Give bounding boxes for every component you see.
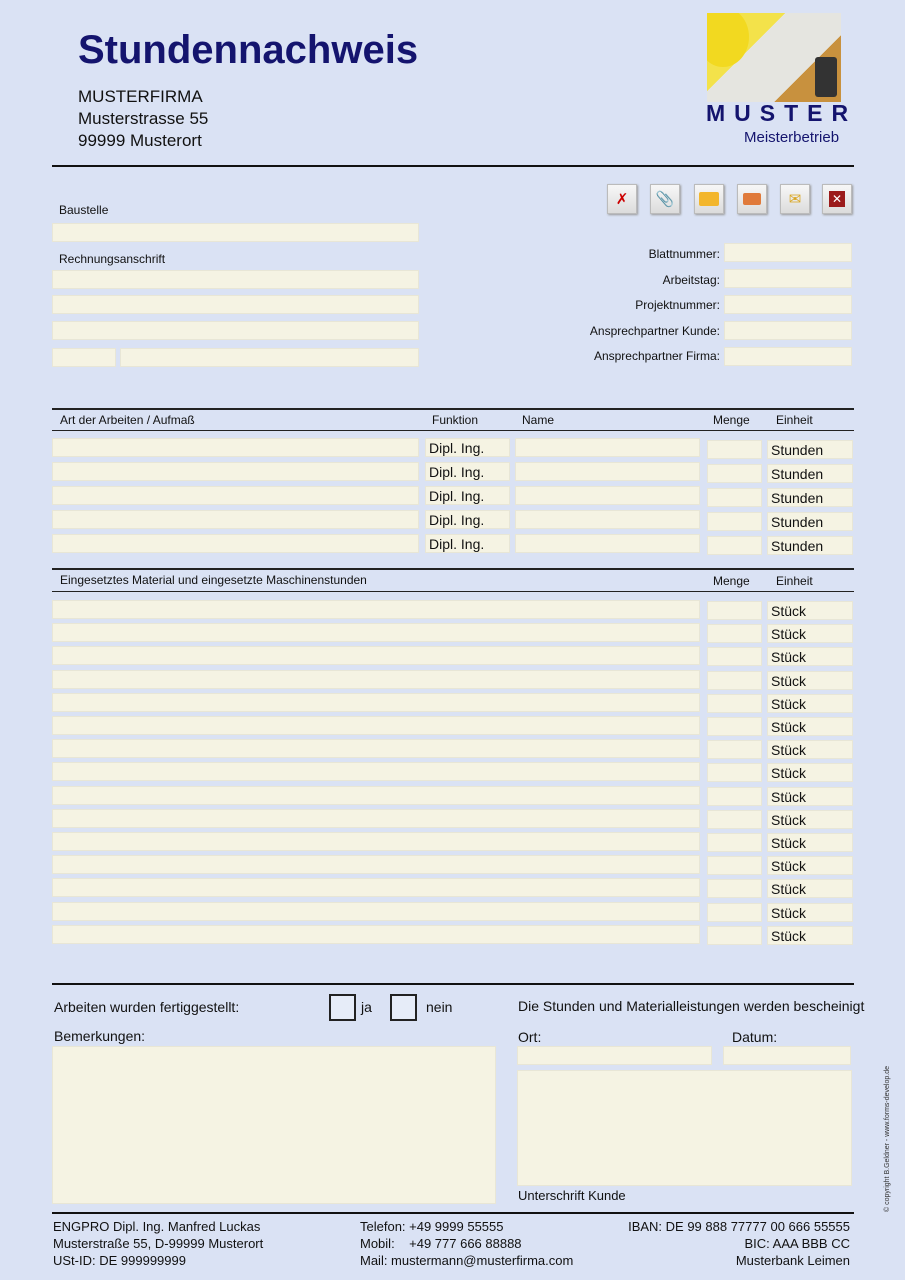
material-einheit-field[interactable]: Stück [767, 694, 853, 713]
arbeitstag-field[interactable] [724, 269, 852, 288]
baustelle-label: Baustelle [59, 203, 109, 217]
material-einheit-field[interactable]: Stück [767, 903, 853, 922]
material-title: Eingesetztes Material und eingesetzte Maschinenstunden [60, 573, 367, 587]
signature-field[interactable] [517, 1070, 852, 1186]
clear-form-icon: ✗ [615, 191, 629, 208]
company-street: Musterstrasse 55 [78, 109, 209, 128]
material-description-field[interactable] [52, 670, 700, 689]
work-funktion-field[interactable]: Dipl. Ing. [425, 486, 510, 505]
footer-company: ENGPRO Dipl. Ing. Manfred Luckas Musterstraße 55, D-99999 Musterort USt-ID: DE 999999999 [53, 1219, 264, 1268]
logo-text: MUSTER [706, 100, 858, 126]
email-icon: ✉ [788, 191, 802, 208]
material-description-field[interactable] [52, 739, 700, 758]
material-menge-field[interactable] [707, 926, 762, 945]
attach-button[interactable] [650, 184, 680, 214]
material-einheit-field[interactable]: Stück [767, 763, 853, 782]
material-einheit-field[interactable]: Stück [767, 833, 853, 852]
material-menge-field[interactable] [707, 624, 762, 643]
copyright-text: © copyright B.Geldner - www.forms-develop.de [884, 1066, 891, 1212]
work-funktion-field[interactable]: Dipl. Ing. [425, 438, 510, 457]
material-menge-field[interactable] [707, 647, 762, 666]
material-einheit-field[interactable]: Stück [767, 624, 853, 643]
print-button[interactable] [737, 184, 767, 214]
page-title: Stundennachweis [78, 28, 419, 72]
divider [52, 165, 854, 167]
projektnummer-field[interactable] [724, 295, 852, 314]
material-description-field[interactable] [52, 693, 700, 712]
logo-subtitle: Meisterbetrieb [744, 129, 840, 146]
no-label: nein [426, 999, 453, 1015]
work-description-field[interactable] [52, 438, 419, 457]
material-menge-field[interactable] [707, 740, 762, 759]
close-button[interactable] [822, 184, 852, 214]
col-name: Name [522, 413, 555, 427]
logo-image [707, 13, 841, 102]
company-name: MUSTERFIRMA [78, 87, 203, 106]
work-einheit-field[interactable]: Stunden [767, 512, 853, 531]
completed-no-checkbox[interactable] [390, 994, 417, 1021]
material-description-field[interactable] [52, 646, 700, 665]
work-menge-field[interactable] [707, 536, 762, 555]
divider [52, 408, 854, 410]
rechnung-field-3[interactable] [52, 321, 419, 340]
work-einheit-field[interactable]: Stunden [767, 536, 853, 555]
open-button[interactable] [694, 184, 724, 214]
material-description-field[interactable] [52, 809, 700, 828]
material-col-menge: Menge [713, 574, 750, 588]
projektnummer-label: Projektnummer: [635, 298, 720, 312]
remarks-field[interactable] [52, 1046, 496, 1204]
work-description-field[interactable] [52, 534, 419, 553]
material-menge-field[interactable] [707, 856, 762, 875]
divider [52, 568, 854, 570]
footer-bank: IBAN: DE 99 888 77777 00 666 55555 BIC: AAA BBB CC Musterbank Leimen [628, 1219, 850, 1268]
material-einheit-field[interactable]: Stück [767, 717, 853, 736]
ansprechpartner-firma-label: Ansprechpartner Firma: [593, 349, 720, 363]
plz-field[interactable] [52, 348, 116, 367]
blattnummer-label: Blattnummer: [648, 247, 720, 261]
col-einheit: Einheit [776, 413, 813, 427]
footer-contact: Telefon: +49 9999 55555 Mobil: +49 777 666 88888 Mail: mustermann@musterfirma.com [360, 1219, 574, 1268]
material-einheit-field[interactable]: Stück [767, 601, 853, 620]
material-description-field[interactable] [52, 716, 700, 735]
baustelle-field[interactable] [52, 223, 419, 242]
material-description-field[interactable] [52, 855, 700, 874]
work-menge-field[interactable] [707, 512, 762, 531]
material-description-field[interactable] [52, 832, 700, 851]
material-einheit-field[interactable]: Stück [767, 647, 853, 666]
work-einheit-field[interactable]: Stunden [767, 464, 853, 483]
material-menge-field[interactable] [707, 879, 762, 898]
material-menge-field[interactable] [707, 763, 762, 782]
material-description-field[interactable] [52, 623, 700, 642]
material-menge-field[interactable] [707, 717, 762, 736]
certify-text: Die Stunden und Materialleistungen werden bescheinigt [518, 998, 865, 1014]
material-menge-field[interactable] [707, 671, 762, 690]
col-art: Art der Arbeiten / Aufmaß [60, 413, 195, 427]
close-icon: ✕ [829, 191, 845, 207]
work-menge-field[interactable] [707, 488, 762, 507]
email-button[interactable] [780, 184, 810, 214]
sign-datum-field[interactable] [723, 1046, 851, 1065]
ort-field[interactable] [120, 348, 419, 367]
material-einheit-field[interactable]: Stück [767, 787, 853, 806]
material-col-einheit: Einheit [776, 574, 813, 588]
work-description-field[interactable] [52, 462, 419, 481]
divider [52, 1212, 854, 1214]
ansprechpartner-kunde-label: Ansprechpartner Kunde: [589, 324, 720, 338]
work-name-field[interactable] [515, 486, 700, 505]
material-description-field[interactable] [52, 878, 700, 897]
material-einheit-field[interactable]: Stück [767, 810, 853, 829]
work-funktion-field[interactable]: Dipl. Ing. [425, 510, 510, 529]
material-menge-field[interactable] [707, 810, 762, 829]
remarks-label: Bemerkungen: [54, 1028, 146, 1044]
arbeitstag-label: Arbeitstag: [662, 273, 720, 287]
col-menge: Menge [713, 413, 750, 427]
signature-label: Unterschrift Kunde [518, 1188, 626, 1203]
datum-label: Datum: [732, 1029, 778, 1045]
material-description-field[interactable] [52, 762, 700, 781]
material-einheit-field[interactable]: Stück [767, 671, 853, 690]
material-einheit-field[interactable]: Stück [767, 926, 853, 945]
material-description-field[interactable] [52, 902, 700, 921]
material-menge-field[interactable] [707, 787, 762, 806]
work-name-field[interactable] [515, 510, 700, 529]
work-description-field[interactable] [52, 486, 419, 505]
work-menge-field[interactable] [707, 440, 762, 459]
material-einheit-field[interactable]: Stück [767, 740, 853, 759]
material-menge-field[interactable] [707, 833, 762, 852]
sign-ort-field[interactable] [517, 1046, 712, 1065]
company-city: 99999 Musterort [78, 131, 202, 150]
material-description-field[interactable] [52, 786, 700, 805]
ansprechpartner-firma-field[interactable] [724, 347, 852, 366]
folder-open-icon [699, 192, 719, 206]
work-name-field[interactable] [515, 438, 700, 457]
material-description-field[interactable] [52, 600, 700, 619]
blattnummer-field[interactable] [724, 243, 852, 262]
divider [52, 591, 854, 592]
material-einheit-field[interactable]: Stück [767, 879, 853, 898]
rechnung-label: Rechnungsanschrift [59, 252, 166, 266]
completed-yes-checkbox[interactable] [329, 994, 356, 1021]
work-einheit-field[interactable]: Stunden [767, 440, 853, 459]
divider [52, 430, 854, 431]
work-name-field[interactable] [515, 462, 700, 481]
material-einheit-field[interactable]: Stück [767, 856, 853, 875]
rechnung-field-2[interactable] [52, 295, 419, 314]
material-menge-field[interactable] [707, 601, 762, 620]
ort-label: Ort: [518, 1029, 542, 1045]
work-einheit-field[interactable]: Stunden [767, 488, 853, 507]
col-funktion: Funktion [432, 413, 479, 427]
material-menge-field[interactable] [707, 903, 762, 922]
completed-label: Arbeiten wurden fertiggestellt: [54, 999, 240, 1015]
yes-label: ja [361, 999, 372, 1015]
work-funktion-field[interactable]: Dipl. Ing. [425, 462, 510, 481]
ansprechpartner-kunde-field[interactable] [724, 321, 852, 340]
work-name-field[interactable] [515, 534, 700, 553]
material-description-field[interactable] [52, 925, 700, 944]
divider [52, 983, 854, 985]
attach-icon: 📎 [655, 191, 675, 208]
work-description-field[interactable] [52, 510, 419, 529]
material-menge-field[interactable] [707, 694, 762, 713]
work-menge-field[interactable] [707, 464, 762, 483]
work-funktion-field[interactable]: Dipl. Ing. [425, 534, 510, 553]
rechnung-field-1[interactable] [52, 270, 419, 289]
clear-form-button[interactable] [607, 184, 637, 214]
print-icon [743, 193, 761, 205]
